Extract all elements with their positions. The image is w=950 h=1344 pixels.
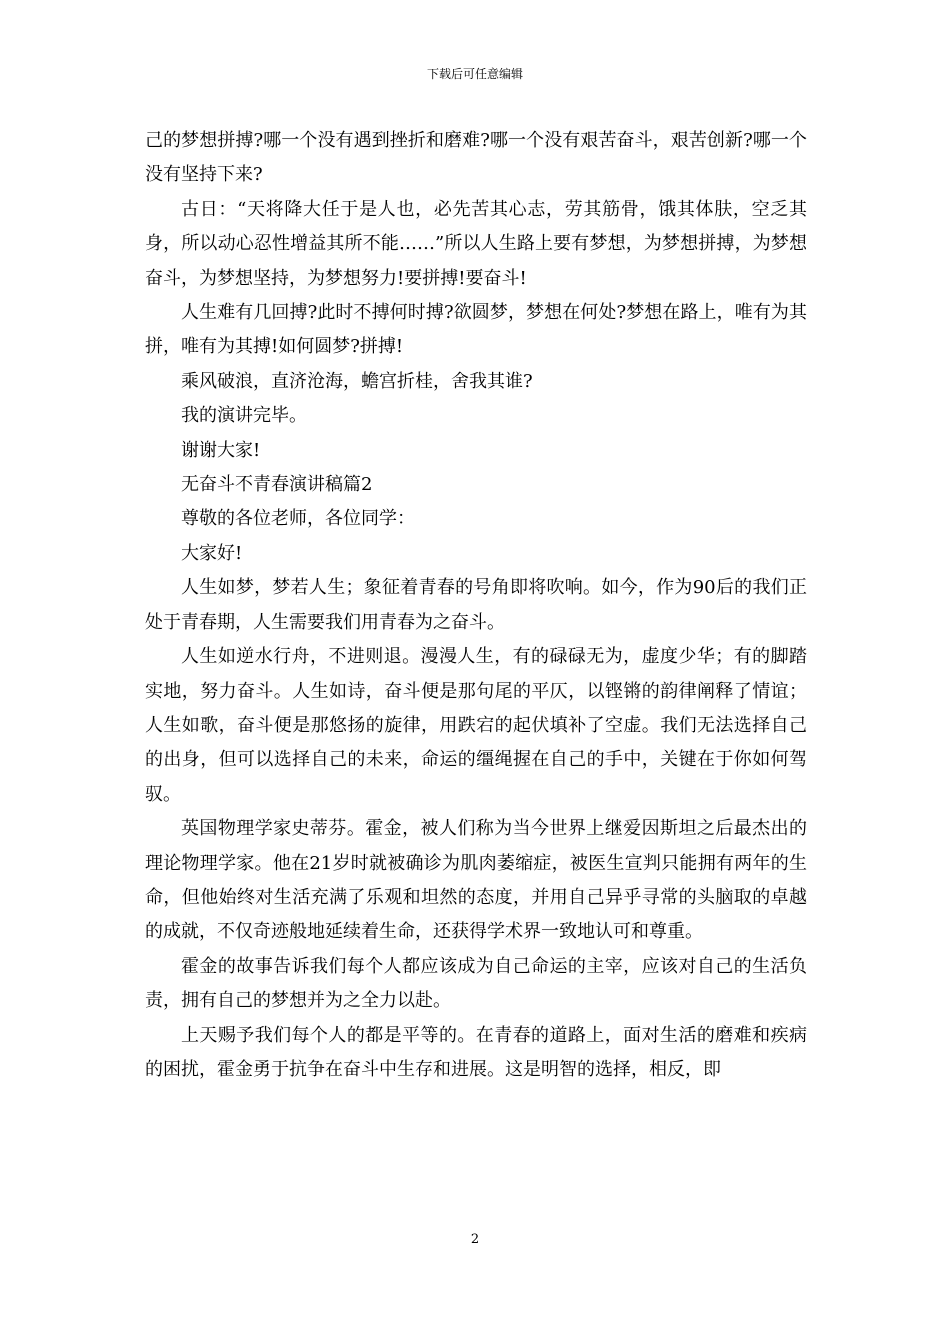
section-heading: 无奋斗不青春演讲稿篇2 (181, 474, 373, 496)
paragraph-5: 我的演讲完毕。 (181, 405, 307, 427)
paragraph-11: 人生如逆水行舟，不进则退。漫漫人生，有的碌碌无为，虚度少华；有的脚踏实地，努力奋斗。人生如诗，奋斗便是那句尾的平仄，以铿锵的韵律阐释了情谊；人生如歌，奋斗便是那悠扬的旋律，用跌宕的起伏填补了空虚。我们无法选择自己的出身，但可以选择自己的未来，命运的缰绳握在自己的手中，关键在于你如何驾驭。 (145, 646, 807, 805)
paragraph-4: 乘风破浪，直济沧海，蟾宫折桂，舍我其谁? (181, 370, 533, 392)
paragraph-3: 人生难有几回搏?此时不搏何时搏?欲圆梦，梦想在何处?梦想在路上，唯有为其拼，唯有为其搏!如何圆梦?拼搏! (145, 302, 807, 358)
paragraph-13: 霍金的故事告诉我们每个人都应该成为自己命运的主宰，应该对自己的生活负责，拥有自己的梦想并为之全力以赴。 (145, 955, 807, 1012)
page-header: 下载后可任意编辑 (426, 67, 523, 81)
paragraph-12: 英国物理学家史蒂芬。霍金，被人们称为当今世界上继爱因斯坦之后最杰出的理论物理学家。他在21岁时就被确诊为肌肉萎缩症，被医生宣判只能拥有两年的生命，但他始终对生活充满了乐观和坦然的态度，并用自己异乎寻常的头脑取的卓越的成就，不仅奇迹般地延续着生命，还获得学术界一致地认可和尊重。 (145, 818, 807, 943)
paragraph-1: 己的梦想拼搏?哪一个没有遇到挫折和磨难?哪一个没有艰苦奋斗，艰苦创新?哪一个没有坚持下来? (145, 130, 807, 186)
greeting: 大家好! (181, 542, 243, 564)
paragraph-6: 谢谢大家! (181, 439, 261, 461)
paragraph-10: 人生如梦，梦若人生；象征着青春的号角即将吹响。如今，作为90后的我们正处于青春期，人生需要我们用青春为之奋斗。 (145, 577, 807, 633)
paragraph-2: 古日：“天将降大任于是人也，必先苦其心志，劳其筋骨，饿其体肤，空乏其身，所以动心忍性增益其所不能……”所以人生路上要有梦想，为梦想拼搏，为梦想奋斗，为梦想坚持，为梦想努力!要拼搏!要奋斗! (145, 198, 807, 289)
page-number: 2 (470, 1232, 480, 1247)
salutation: 尊敬的各位老师，各位同学： (181, 508, 415, 530)
paragraph-14: 上天赐予我们每个人的都是平等的。在青春的道路上，面对生活的磨难和疾病的困扰，霍金勇于抗争在奋斗中生存和进展。这是明智的选择，相反，即 (145, 1024, 807, 1080)
document-body (145, 124, 807, 1087)
